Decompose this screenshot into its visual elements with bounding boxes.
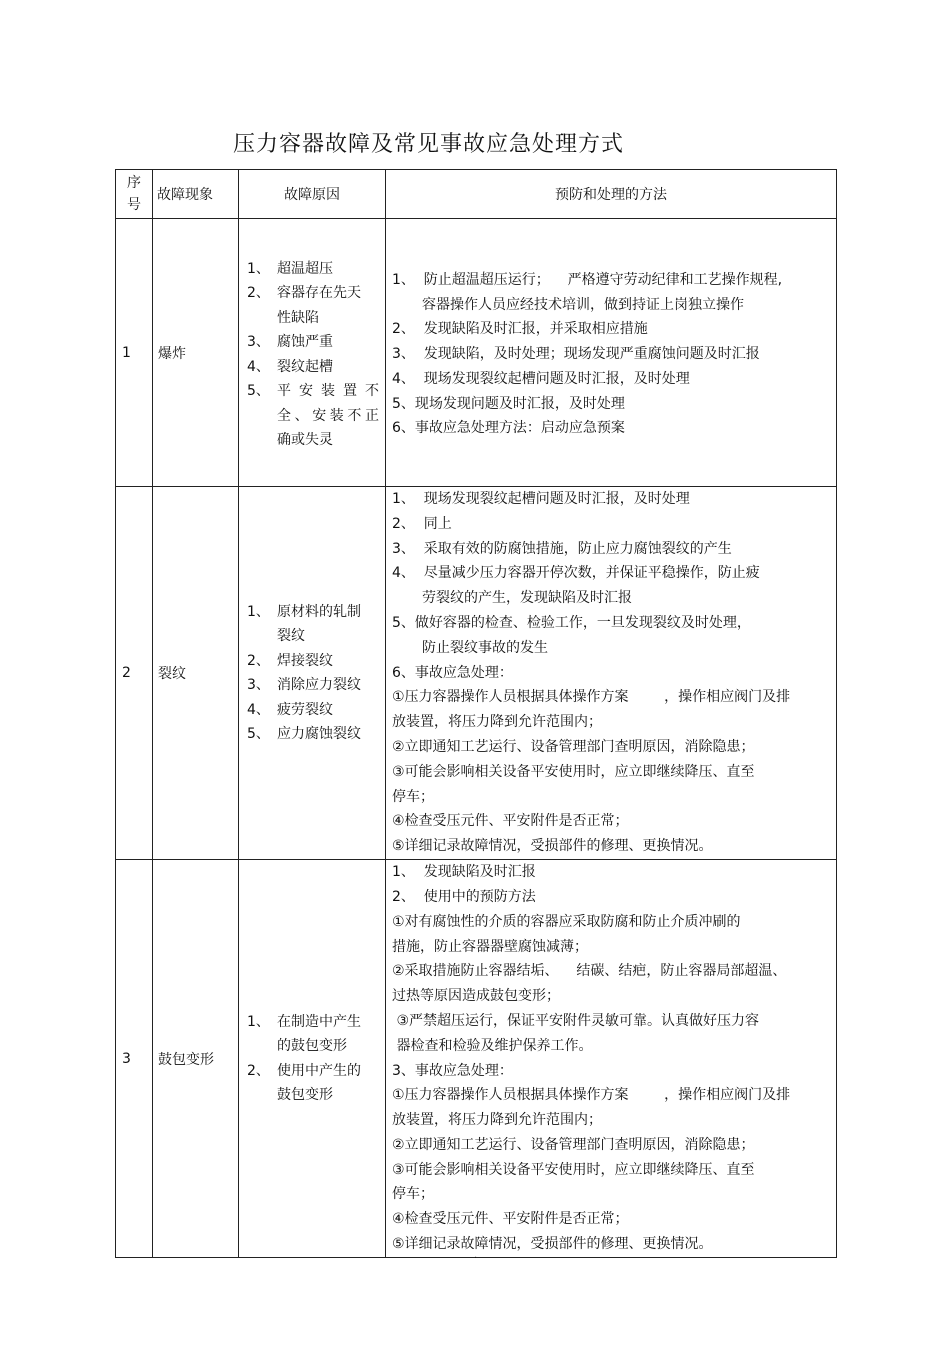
row-causes	[239, 860, 386, 1258]
method-line: 1、 防止超温超压运行； 严格遵守劳动纪律和工艺操作规程,	[392, 271, 783, 288]
cause-text	[277, 600, 379, 649]
cause-text	[277, 379, 379, 453]
row-causes	[239, 487, 386, 860]
method-line: 停车；	[392, 1186, 434, 1203]
method-line: ④检查受压元件、平安附件是否正常；	[392, 813, 629, 830]
header-seq	[116, 170, 153, 219]
cause-number: 4、	[247, 358, 270, 375]
row-methods	[386, 860, 837, 1258]
cause-text-line: 全、安装不正	[277, 407, 379, 424]
header-method: 预防和处理的方法	[386, 170, 837, 219]
page-mark: .	[474, 1250, 478, 1261]
cause-text-line: 腐蚀严重	[277, 334, 333, 350]
method-line: ②采取措施防止容器结垢、 结碳、结疤，防止容器局部超温、	[392, 963, 787, 980]
cause-text-line: 消除应力裂纹	[277, 677, 361, 693]
cause-text	[277, 1010, 379, 1059]
cause-text-line: 裂纹起槽	[277, 358, 333, 375]
method-line: 停车；	[392, 788, 434, 805]
method-line: 4、 现场发现裂纹起槽问题及时汇报，及时处理	[392, 370, 690, 387]
method-line: 放装置，将压力降到允许范围内；	[392, 714, 602, 731]
row-methods	[386, 219, 837, 487]
method-line: ①压力容器操作人员根据具体操作方案 ，操作相应阀门及排	[392, 1087, 791, 1104]
cause-text-line: 裂纹	[277, 628, 305, 644]
cause-item	[247, 281, 379, 330]
method-line: 防止裂纹事故的发生	[422, 639, 548, 656]
cause-item	[247, 673, 379, 698]
cause-item	[247, 330, 379, 355]
cause-text-line: 的鼓包变形	[277, 1038, 347, 1054]
method-line: 放装置，将压力降到允许范围内；	[392, 1112, 602, 1129]
method-line: ③可能会影响相关设备平安使用时，应立即继续降压、直至	[392, 763, 755, 780]
method-line: ③严禁超压运行，保证平安附件灵敏可靠。认真做好压力容	[392, 1012, 759, 1029]
method-line: 6、事故应急处理：	[392, 664, 513, 681]
row-seq: 1	[116, 219, 153, 487]
cause-text-line: 在制造中产生	[277, 1013, 361, 1030]
cause-text	[277, 330, 379, 355]
cause-item	[247, 722, 379, 747]
cause-text-line: 平安装置不	[277, 383, 379, 399]
method-line: ②立即通知工艺运行、设备管理部门查明原因，消除隐患；	[392, 1136, 755, 1153]
row-methods	[386, 487, 837, 860]
method-line: 措施，防止容器器壁腐蚀减薄；	[392, 938, 588, 955]
method-line: 3、 采取有效的防腐蚀措施，防止应力腐蚀裂纹的产生	[392, 540, 732, 557]
cause-item	[247, 355, 379, 380]
method-line: ⑤详细记录故障情况，受损部件的修理、更换情况。	[392, 838, 713, 855]
cause-text-line: 容器存在先天	[277, 285, 361, 301]
cause-number: 2、	[247, 652, 270, 669]
cause-text-line: 原材料的轧制	[277, 603, 361, 620]
method-line: 3、事故应急处理：	[392, 1062, 513, 1079]
method-line: ②立即通知工艺运行、设备管理部门查明原因，消除隐患；	[392, 738, 755, 755]
cause-text-line: 鼓包变形	[277, 1087, 333, 1103]
method-line: ④检查受压元件、平安附件是否正常；	[392, 1211, 629, 1228]
cause-number: 3、	[247, 677, 270, 693]
table-row	[116, 219, 837, 487]
method-line: ⑤详细记录故障情况，受损部件的修理、更换情况。	[392, 1236, 713, 1253]
cause-number: 1、	[247, 1013, 270, 1030]
table-header-row	[116, 170, 837, 219]
method-line: 1、 发现缺陷及时汇报	[392, 864, 536, 881]
row-phenomenon: 裂纹	[153, 487, 239, 860]
table-row	[116, 487, 837, 860]
cause-text	[277, 722, 379, 747]
cause-item	[247, 1010, 379, 1059]
cause-number: 2、	[247, 285, 270, 301]
method-line: 过热等原因造成鼓包变形；	[392, 988, 560, 1005]
header-seq-line1: 序	[127, 175, 141, 191]
row-causes	[239, 219, 386, 487]
method-line: 1、 现场发现裂纹起槽问题及时汇报，及时处理	[392, 491, 690, 508]
method-line: ①对有腐蚀性的介质的容器应采取防腐和防止介质冲刷的	[392, 913, 741, 930]
cause-number: 4、	[247, 701, 270, 718]
method-line: 5、现场发现问题及时汇报，及时处理	[392, 395, 625, 412]
cause-text-line: 疲劳裂纹	[277, 701, 333, 718]
method-line: 2、 发现缺陷及时汇报，并采取相应措施	[392, 321, 648, 338]
cause-text	[277, 281, 379, 330]
cause-text	[277, 649, 379, 674]
cause-number: 3、	[247, 334, 270, 350]
cause-text-line: 超温超压	[277, 260, 333, 277]
cause-text-line: 使用中产生的	[277, 1062, 361, 1079]
header-phenomenon: 故障现象	[153, 170, 239, 219]
method-line: ③可能会影响相关设备平安使用时，应立即继续降压、直至	[392, 1161, 755, 1178]
cause-text-line: 焊接裂纹	[277, 652, 333, 669]
cause-text	[277, 673, 379, 698]
method-line: 容器操作人员应经技术培训，做到持证上岗独立操作	[422, 296, 744, 313]
cause-text	[277, 1059, 379, 1108]
row-seq: 3	[116, 860, 153, 1258]
row-phenomenon: 鼓包变形	[153, 860, 239, 1258]
fault-table	[115, 169, 837, 1258]
row-phenomenon: 爆炸	[153, 219, 239, 487]
cause-text	[277, 698, 379, 723]
method-line: 4、 尽量减少压力容器开停次数，并保证平稳操作，防止疲	[392, 565, 760, 582]
method-line: 2、 使用中的预防方法	[392, 888, 536, 905]
cause-item	[247, 649, 379, 674]
method-line: 劳裂纹的产生，发现缺陷及时汇报	[422, 590, 632, 607]
method-line: ①压力容器操作人员根据具体操作方案 ，操作相应阀门及排	[392, 689, 791, 706]
cause-text-line: 性缺陷	[277, 309, 319, 326]
cause-number: 5、	[247, 383, 270, 399]
method-line: 器检查和检验及维护保养工作。	[392, 1037, 593, 1054]
cause-number: 1、	[247, 603, 270, 620]
cause-item	[247, 698, 379, 723]
cause-item	[247, 1059, 379, 1108]
row-seq: 2	[116, 487, 153, 860]
method-line: 5、做好容器的检查、检验工作，一旦发现裂纹及时处理，	[392, 615, 751, 631]
page-title: 压力容器故障及常见事故应急处理方式	[233, 132, 625, 157]
method-line: 3、 发现缺陷，及时处理；现场发现严重腐蚀问题及时汇报	[392, 346, 760, 363]
cause-text-line: 确或失灵	[277, 432, 333, 448]
cause-text-line: 应力腐蚀裂纹	[277, 726, 361, 742]
cause-number: 1、	[247, 260, 270, 277]
method-line: 6、事故应急处理方法：启动应急预案	[392, 420, 625, 437]
header-seq-line2: 号	[127, 197, 141, 213]
cause-item	[247, 257, 379, 282]
table-row	[116, 860, 837, 1258]
cause-item	[247, 600, 379, 649]
cause-item	[247, 379, 379, 453]
method-line: 2、 同上	[392, 515, 452, 532]
cause-number: 2、	[247, 1062, 270, 1079]
cause-text	[277, 355, 379, 380]
header-cause: 故障原因	[239, 170, 386, 219]
cause-number: 5、	[247, 726, 270, 742]
cause-text	[277, 257, 379, 282]
